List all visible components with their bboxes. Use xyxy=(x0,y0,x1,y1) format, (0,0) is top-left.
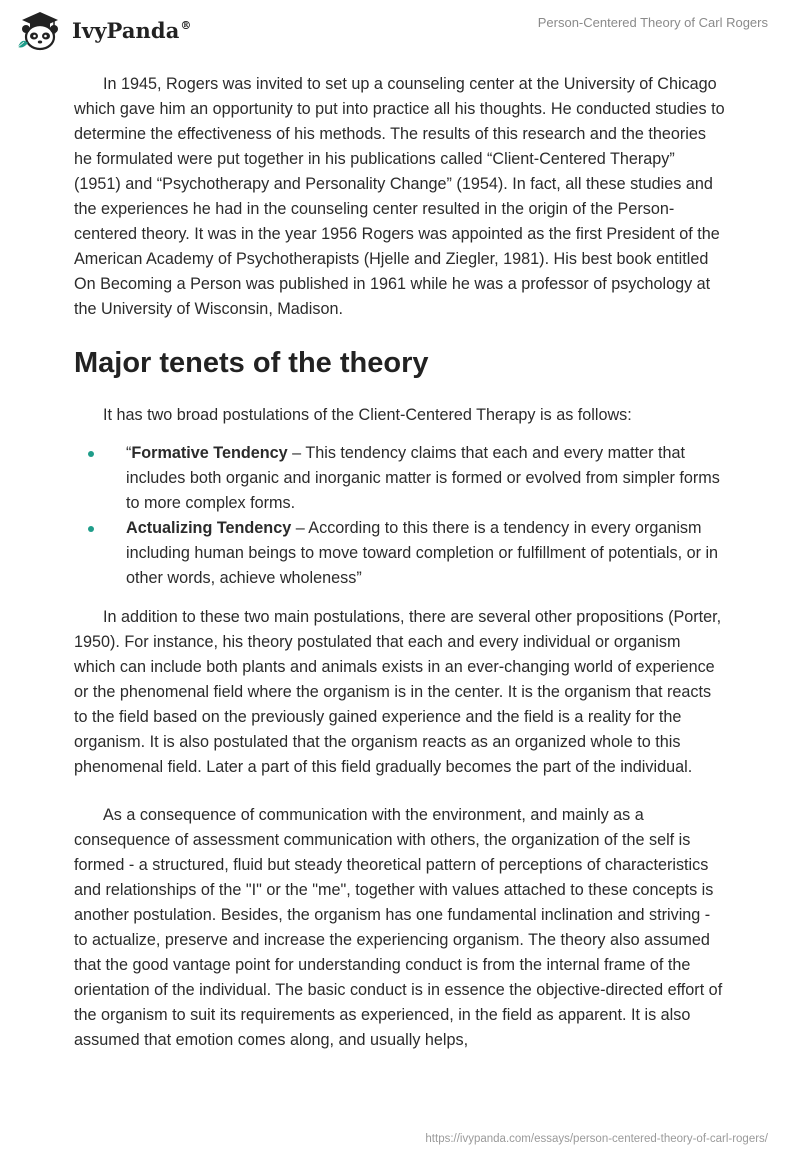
list-item-term: Formative Tendency xyxy=(131,444,288,462)
list-item xyxy=(74,516,726,591)
bullet-dot-icon xyxy=(88,526,94,532)
paragraph-propositions: In addition to these two main postulations, there are several other propositions (Porter, 1950). For instance, his theory postulated that each and every individual or organism which can include both plants and animals exists in an ever-changing world of experience or the phenomenal field where the organism is in the center. It is the organism that reacts to the field based on the previously gained experience and the field is a reality for the organism. It is also postulated that the organism reacts as an organized whole to this phenomenal field. Later a part of this field gradually becomes the part of the individual. xyxy=(74,608,722,776)
paragraph-history: In 1945, Rogers was invited to set up a counseling center at the University of Chicago which gave him an opportunity to put into practice all his thoughts. He conducted studies to determine the effectiveness of his methods. The results of this research and the theories he formulated were put together in his publications called “Client-Centered Therapy” (1951) and “Psychotherapy and Personality Change” (1954). In fact, all these studies and the experiences he had in the counseling center resulted in the origin of the Person-centered theory. It was in the year 1956 Rogers was appointed as the first President of the American Academy of Psychotherapists (Hjelle and Ziegler, 1981). His best book entitled On Becoming a Person was published in 1961 while he was a professor of psychology at the University of Wisconsin, Madison. xyxy=(74,75,725,318)
logo-text xyxy=(72,18,192,43)
essay-content xyxy=(74,72,726,1053)
section-heading: Major tenets of the theory xyxy=(74,347,429,379)
paragraph-intro: It has two broad postulations of the Client-Centered Therapy is as follows: xyxy=(103,406,632,424)
paragraph-self-organization: As a consequence of communication with the environment, and mainly as a consequence of assessment communication with others, the organization of the self is formed - a structured, fluid but steady theoretical pattern of perceptions of characteristics and relationships of the "I" or the "me", together with values attached to these concepts is another postulation. Besides, the organism has one fundamental inclination and striving - to actualize, preserve and increase the experiencing organism. The theory also assumed that the good vantage point for understanding conduct is from the internal frame of the orientation of the individual. The basic conduct is in essence the objective-directed effort of the organism to suit its requirements as experienced, in the field as apparent. It is also assumed that emotion comes along, and usually helps, xyxy=(74,806,723,1049)
source-url[interactable]: https://ivypanda.com/essays/person-centered-theory-of-carl-rogers/ xyxy=(425,1133,768,1145)
panda-graduate-icon xyxy=(14,9,66,51)
document-title: Person-Centered Theory of Carl Rogers xyxy=(537,15,768,30)
ivypanda-logo[interactable] xyxy=(14,9,192,51)
registered-mark: ® xyxy=(180,18,192,32)
bullet-dot-icon xyxy=(88,451,94,457)
list-item-text: – According to this there is a tendency in every organism including human beings to move toward completion or fulfillment of potentials, or in other words, achieve wholeness” xyxy=(126,519,719,587)
page-header xyxy=(0,0,800,60)
list-item-term: Actualizing Tendency xyxy=(126,519,292,537)
list-item-prefix: “ xyxy=(126,444,132,462)
tendencies-list xyxy=(74,441,726,591)
brand-name: IvyPanda xyxy=(72,17,180,43)
list-item-text: – This tendency claims that each and every matter that includes both organic and inorganic matter is formed or evolved from simpler forms to more complex forms. xyxy=(126,444,720,512)
list-item xyxy=(74,441,726,516)
